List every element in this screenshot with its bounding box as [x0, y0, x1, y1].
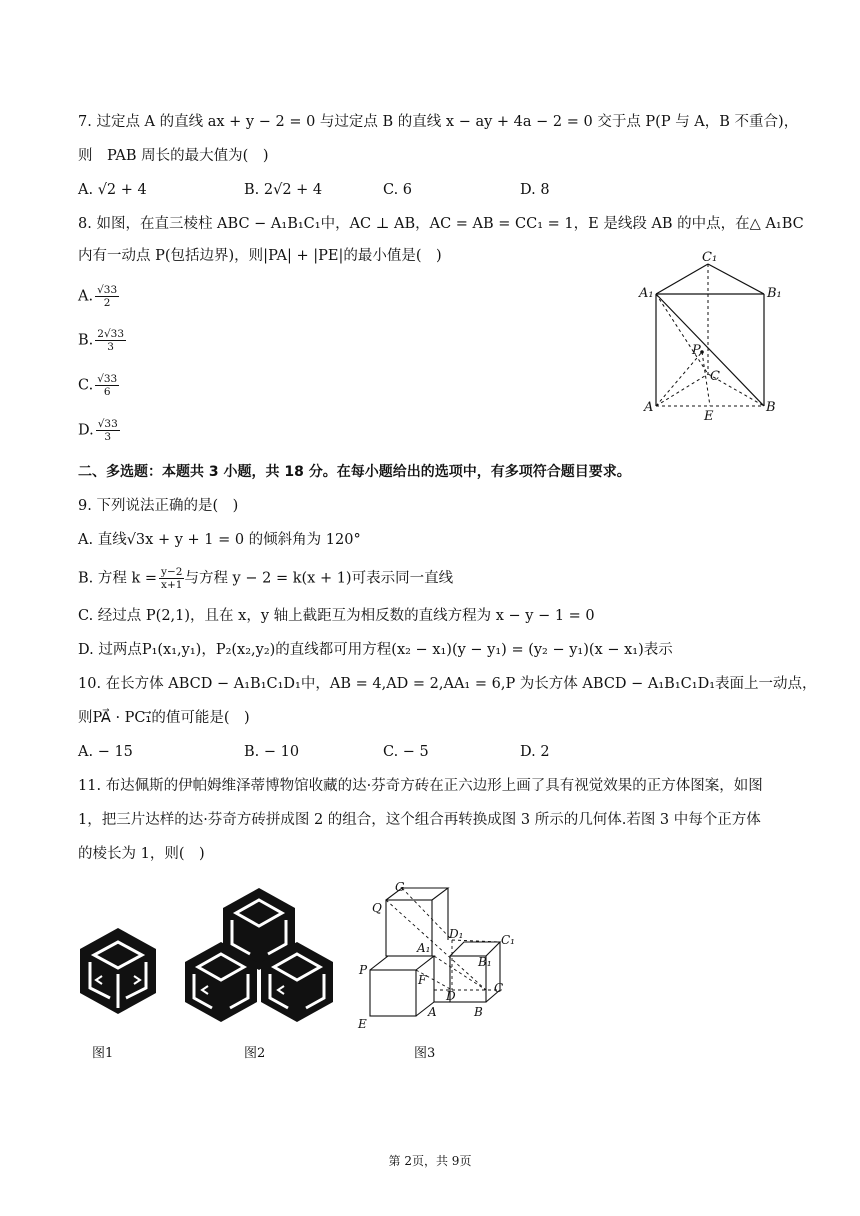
numerator: √33: [97, 418, 118, 430]
numerator: √33: [97, 284, 118, 296]
label-a: A: [644, 400, 654, 415]
page-footer: 第 2页，共 9页: [388, 1154, 472, 1168]
q10-stem-line1: 10. 在长方体 ABCD − A₁B₁C₁D₁中，AB = 4,AD = 2,AA₁ = 6,P 为长方体 ABCD − A₁B₁C₁D₁表面上一动点，: [78, 676, 817, 692]
label-c: C: [710, 369, 720, 384]
label-e: E: [704, 409, 714, 424]
q8-option-c: [78, 373, 119, 398]
label-a1: A₁: [639, 286, 654, 301]
q9-stem: 9. 下列说法正确的是( ): [78, 498, 239, 514]
option-label: A.: [78, 288, 94, 305]
label-p: P: [359, 963, 368, 977]
denominator: x+1: [161, 579, 183, 591]
option-label: D.: [78, 422, 94, 439]
q11-stem-line3: 的棱长为 1，则( ): [78, 846, 205, 862]
q9-option-b: [78, 566, 453, 591]
figure-2-caption: 图2: [244, 1046, 266, 1061]
option-label: B.: [78, 332, 94, 349]
denominator: 6: [103, 386, 111, 398]
label-e: E: [358, 1017, 367, 1030]
denominator: 3: [104, 431, 112, 443]
figure-1-caption: 图1: [92, 1046, 114, 1061]
q7-option-d: D. 8: [520, 182, 550, 198]
label-b: B: [766, 400, 776, 415]
q7-option-b: B. 2√2 + 4: [244, 182, 323, 198]
label-c1: C₁: [501, 933, 515, 947]
label-b1: B₁: [767, 286, 782, 301]
fraction: [95, 328, 126, 353]
label-p: P: [692, 343, 701, 358]
figure-1-davinci-tile: [80, 928, 156, 1014]
option-label: C.: [78, 377, 94, 394]
q9-b-prefix: B. 方程 k =: [78, 570, 158, 587]
numerator: 2√33: [97, 328, 124, 340]
q9-option-d: D. 过两点P₁(x₁,y₁)，P₂(x₂,y₂)的直线都可用方程(x₂ − x₁)(y − y₁) = (y₂ − y₁)(x − x₁)表示: [78, 642, 673, 658]
q10-option-c: C. − 5: [383, 744, 429, 760]
denominator: 2: [103, 297, 111, 309]
label-b: B: [474, 1005, 483, 1019]
label-c: C: [494, 981, 504, 995]
q8-option-b: [78, 328, 126, 353]
q9-b-suffix: 与方程 y − 2 = k(x + 1)可表示同一直线: [184, 570, 454, 587]
figure-3-caption: 图3: [414, 1046, 436, 1061]
q10-stem-line2: 则PA⃗ · PC₁⃗的值可能是( ): [78, 710, 250, 726]
q11-stem-line1: 11. 布达佩斯的伊帕姆维泽蒂博物馆收藏的达·芬奇方砖在正六边形上画了具有视觉效果的正方体图案，如图: [78, 778, 763, 794]
q9-option-c: C. 经过点 P(2,1)，且在 x，y 轴上截距互为相反数的直线方程为 x − y − 1 = 0: [78, 608, 595, 624]
denominator: 3: [107, 341, 114, 353]
fraction: [95, 373, 119, 398]
q8-option-d: [78, 418, 120, 443]
q8-prism-figure: [636, 248, 786, 424]
figure-2-three-tiles: [184, 888, 334, 1022]
label-f: F: [418, 973, 427, 987]
label-d1: D₁: [449, 927, 464, 941]
fraction: [96, 418, 120, 443]
q10-option-d: D. 2: [520, 744, 550, 760]
figure-3-cube-solid: [356, 880, 516, 1030]
q10-option-b: B. − 10: [244, 744, 300, 760]
label-q: Q: [372, 901, 382, 915]
section-2-heading: 二、多选题：本题共 3 小题，共 18 分。在每小题给出的选项中，有多项符合题目要求。: [78, 464, 631, 480]
label-c1: C₁: [702, 250, 718, 265]
label-d: D: [446, 989, 456, 1003]
label-a1: A₁: [417, 941, 431, 955]
q8-stem-line1: 8. 如图，在直三棱柱 ABC − A₁B₁C₁中，AC ⊥ AB，AC = AB = CC₁ = 1，E 是线段 AB 的中点，在△ A₁BC: [78, 216, 804, 232]
q10-option-a: A. − 15: [78, 744, 133, 760]
q9-option-a: A. 直线√3x + y + 1 = 0 的倾斜角为 120°: [78, 532, 361, 548]
numerator: √33: [97, 373, 118, 385]
q8-option-a: [78, 284, 119, 309]
fraction: [159, 566, 184, 591]
fraction: [95, 284, 119, 309]
q7-option-c: C. 6: [383, 182, 413, 198]
q7-option-a: A. √2 + 4: [78, 182, 147, 198]
label-b1: B₁: [478, 955, 492, 969]
q7-stem-line2: 则 PAB 周长的最大值为( ): [78, 148, 269, 164]
q8-stem-line2: 内有一动点 P(包括边界)，则|PA| + |PE|的最小值是( ): [78, 248, 442, 264]
q11-stem-line2: 1，把三片达样的达·芬奇方砖拼成图 2 的组合，这个组合再转换成图 3 所示的几何体.若图 3 中每个正方体: [78, 812, 761, 828]
label-a: A: [428, 1005, 437, 1019]
numerator: y−2: [161, 566, 183, 578]
q7-stem-line1: 7. 过定点 A 的直线 ax + y − 2 = 0 与过定点 B 的直线 x − ay + 4a − 2 = 0 交于点 P(P 与 A，B 不重合)，: [78, 114, 799, 130]
label-g: G: [395, 880, 405, 894]
